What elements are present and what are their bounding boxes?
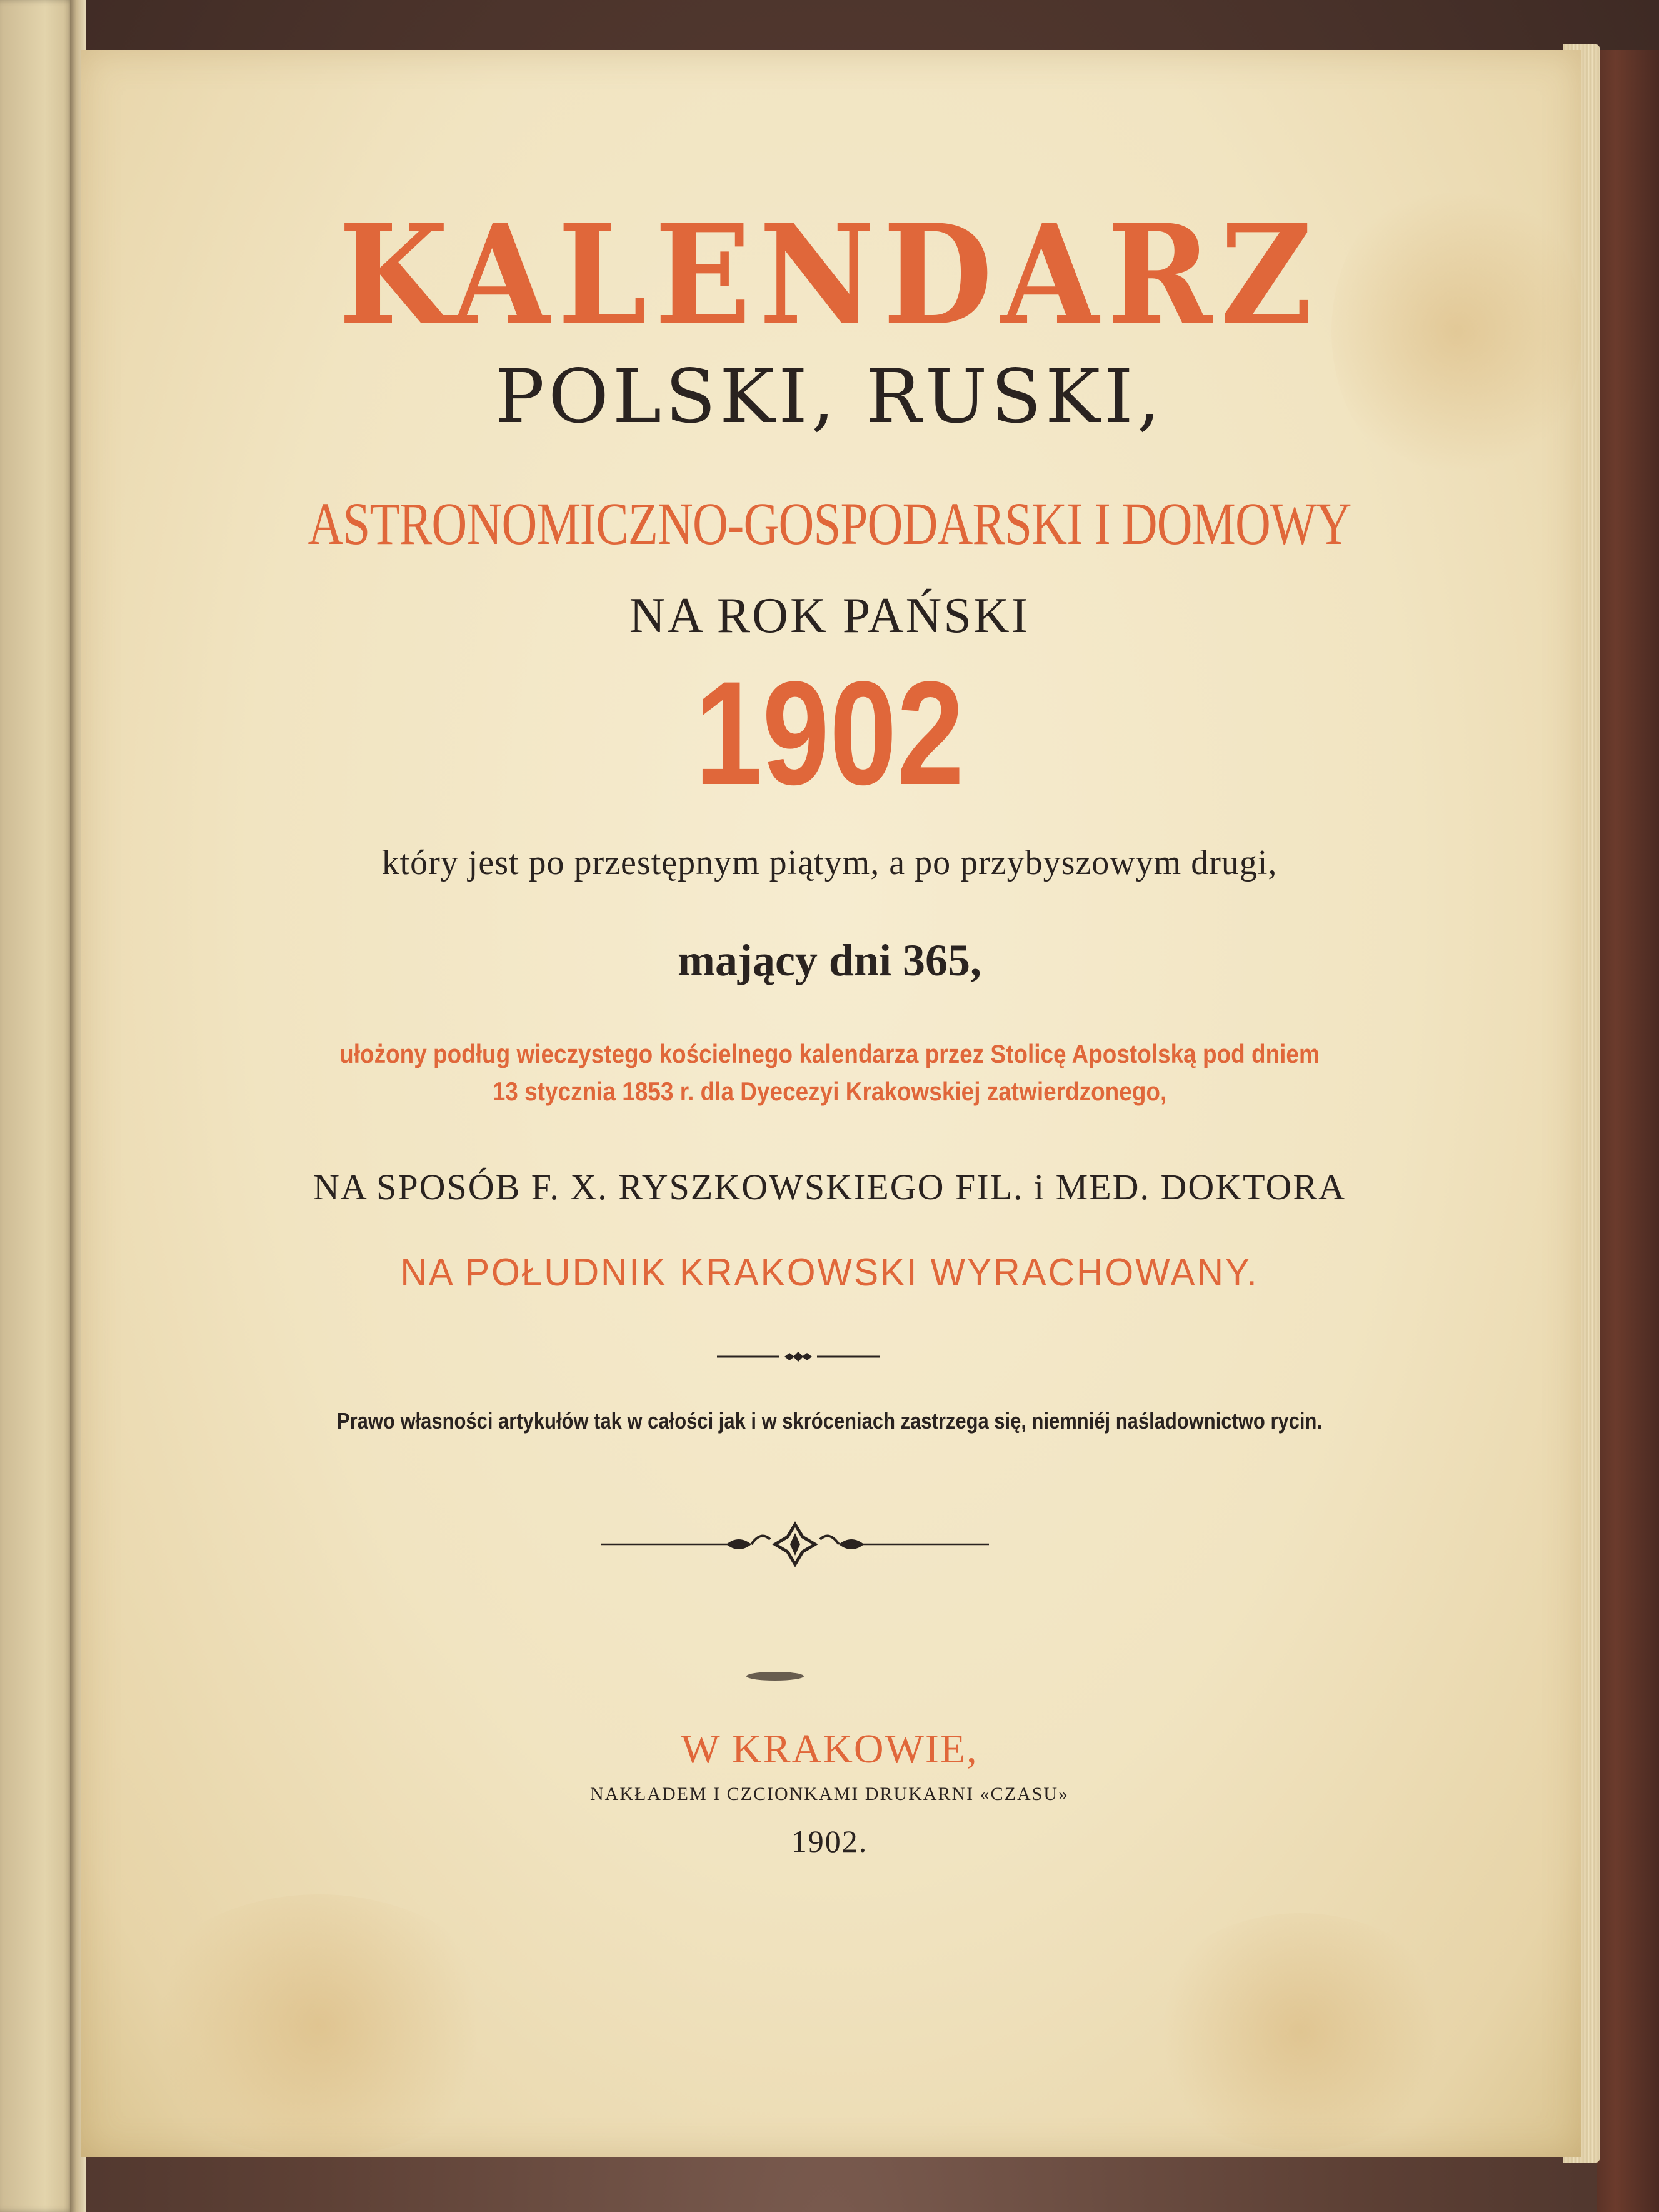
description-line-1: który jest po przestępnym piątym, a po przybyszowym drugi, — [381, 843, 1278, 882]
description-author: NA SPOSÓB F. X. RYSZKOWSKIEGO FIL. i MED. DOKTORA — [313, 1167, 1346, 1207]
imprint-place: W KRAKOWIE, — [681, 1726, 978, 1772]
paper-stain — [1144, 1913, 1456, 2151]
description-days: mający dni 365, — [678, 935, 981, 985]
left-facing-page-edge — [0, 0, 75, 2212]
page-title: KALENDARZ — [338, 194, 1321, 356]
ink-blot-icon — [744, 1669, 806, 1683]
copyright-notice: Prawo własności artykułów tak w całości jak i w skróceniach zastrzega się, niemniéj naśladownictwo rycin. — [336, 1408, 1323, 1434]
imprint-printer: NAKŁADEM I CZCIONKAMI DRUKARNI «CZASU» — [590, 1784, 1069, 1804]
subtitle-rok-panski: NA ROK PAŃSKI — [629, 588, 1030, 643]
paper-stain — [131, 1894, 506, 2157]
subtitle-polski-ruski: POLSKI, RUSKI, — [494, 353, 1165, 440]
description-line-4: 13 stycznia 1853 r. dla Dyecezyi Krakowskiej zatwierdzonego, — [492, 1077, 1167, 1106]
ornament-divider-icon — [717, 1347, 880, 1366]
description-meridian: NA POŁUDNIK KRAKOWSKI WYRACHOWANY. — [400, 1251, 1259, 1294]
ornament-flourish-icon — [601, 1519, 989, 1569]
imprint-year: 1902. — [791, 1824, 868, 1859]
description-line-3: ułożony podług wieczystego kościelnego kalendarza przez Stolicę Apostolską pod dniem — [339, 1039, 1320, 1068]
subtitle-astronomiczno: ASTRONOMICZNO-GOSPODARSKI I DOMOWY — [308, 490, 1351, 557]
year-heading: 1902 — [694, 651, 965, 816]
